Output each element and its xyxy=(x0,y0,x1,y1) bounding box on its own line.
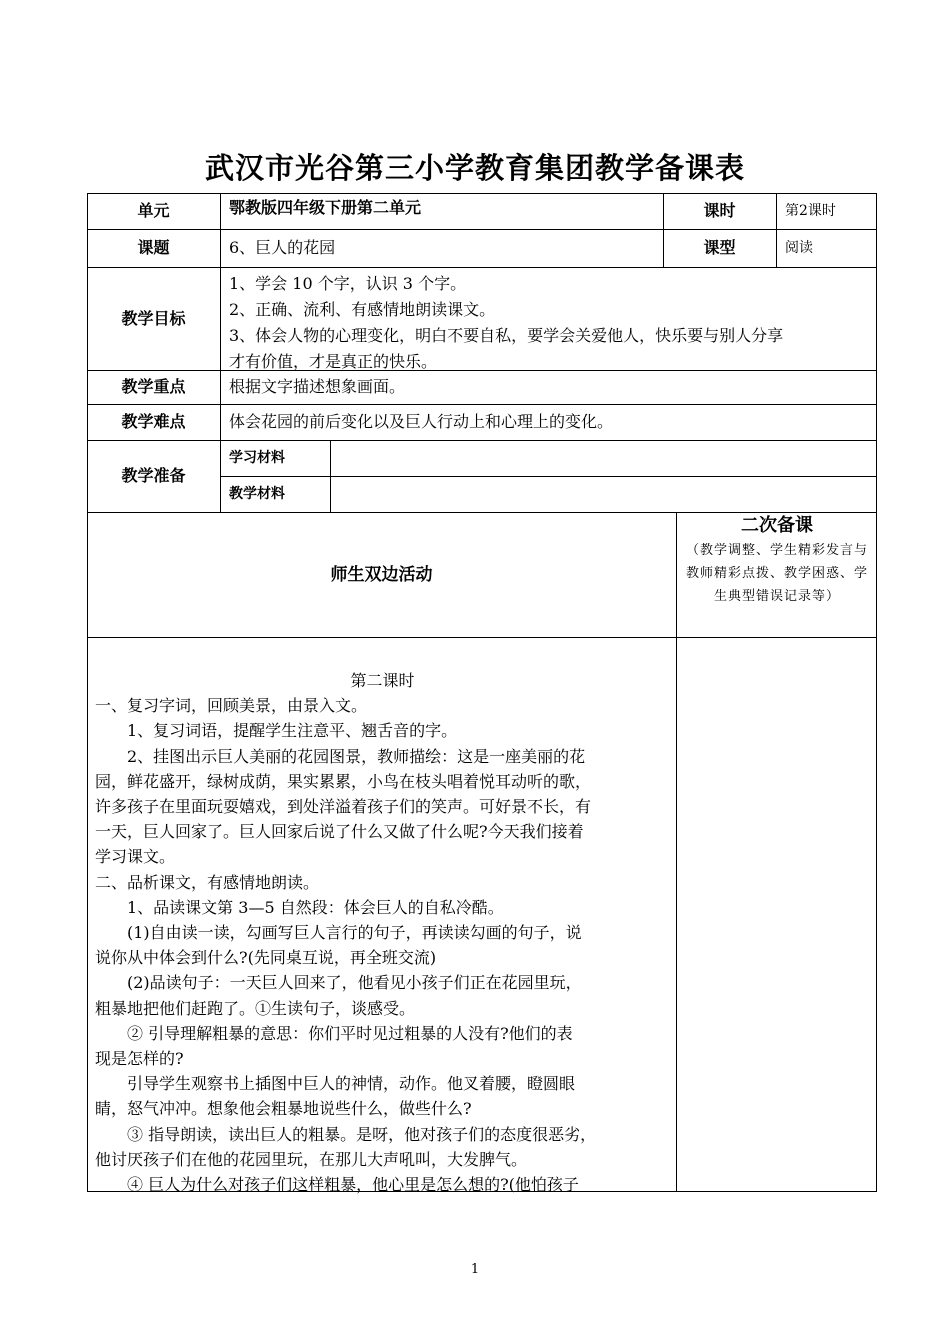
lesson-heading: 第二课时 xyxy=(350,671,415,690)
topic-value: 6、巨人的花园 xyxy=(229,238,336,257)
lesson-line: 粗暴地把他们赶跑了。①生读句子，谈感受。 xyxy=(95,998,416,1018)
unit-value: 鄂教版四年级下册第二单元 xyxy=(229,198,422,217)
lesson-line: 一天，巨人回家了。巨人回家后说了什么又做了什么呢?今天我们接着 xyxy=(95,822,584,842)
goals-label: 教学目标 xyxy=(121,308,186,328)
goals-list xyxy=(220,267,877,370)
lesson-line: 睛，怒气冲冲。想象他会粗暴地说些什么，做些什么? xyxy=(95,1099,472,1119)
second-prep-title: 二次备课 xyxy=(741,515,813,536)
lesson-line: 说你从中体会到什么?(先同桌互说，再全班交流) xyxy=(95,948,437,968)
lesson-line: (1)自由读一读，勾画写巨人言行的句子，再读读勾画的句子，说 xyxy=(127,923,582,943)
lesson-body xyxy=(95,668,670,1197)
period-label: 课时 xyxy=(703,201,736,220)
lesson-line: 二、品析课文，有感情地朗读。 xyxy=(95,872,320,892)
lesson-line: 园，鲜花盛开，绿树成荫，果实累累，小鸟在枝头唱着悦耳动听的歌， xyxy=(95,771,592,791)
difficulty-label: 教学难点 xyxy=(121,412,186,431)
lesson-line: 一、复习字词，回顾美景，由景入文。 xyxy=(95,696,368,716)
lesson-line: 许多孩子在里面玩耍嬉戏，到处洋溢着孩子们的笑声。可好景不长，有 xyxy=(95,797,592,817)
unit-label: 单元 xyxy=(137,201,170,220)
lesson-line: 1、复习词语，提醒学生注意平、翘舌音的字。 xyxy=(127,721,458,741)
lesson-line: 他讨厌孩子们在他的花园里玩，在那儿大声吼叫，大发脾气。 xyxy=(95,1149,528,1169)
type-value: 阅读 xyxy=(785,240,813,256)
second-prep-header xyxy=(677,513,877,608)
lesson-line: 引导学生观察书上插图中巨人的神情，动作。他叉着腰，瞪圆眼 xyxy=(127,1074,576,1094)
lesson-line: ④ 巨人为什么对孩子们这样粗暴，他心里是怎么想的?(他怕孩子 xyxy=(127,1175,579,1195)
goal-item: 2、正确、流利、有感情地朗读课文。 xyxy=(229,300,496,319)
prep-teach-label: 教学材料 xyxy=(229,486,285,502)
prep-study-label: 学习材料 xyxy=(229,450,285,466)
topic-label: 课题 xyxy=(137,238,170,257)
lesson-line: 1、品读课文第 3—5 自然段：体会巨人的自私冷酷。 xyxy=(127,897,504,917)
lesson-line: (2)品读句子：一天巨人回来了，他看见小孩子们正在花园里玩， xyxy=(127,973,582,993)
type-label: 课型 xyxy=(703,238,736,257)
activity-label: 师生双边活动 xyxy=(330,564,433,585)
difficulty-value: 体会花园的前后变化以及巨人行动上和心理上的变化。 xyxy=(229,412,614,431)
lesson-line: 现是怎样的? xyxy=(95,1049,184,1069)
lesson-line: 2、挂图出示巨人美丽的花园图景，教师描绘：这是一座美丽的花 xyxy=(127,746,586,766)
lesson-line: ③ 指导朗读，读出巨人的粗暴。是呀，他对孩子们的态度很恶劣， xyxy=(127,1124,597,1144)
second-prep-note: （教学调整、学生精彩发言与教师精彩点拨、教学困惑、学生典型错误记录等） xyxy=(685,543,868,604)
goal-item: 才有价值，才是真正的快乐。 xyxy=(229,352,438,371)
lesson-line: 学习课文。 xyxy=(95,847,176,867)
page-title: 武汉市光谷第三小学教育集团教学备课表 xyxy=(204,151,745,185)
prep-label: 教学准备 xyxy=(121,466,186,485)
key-value: 根据文字描述想象画面。 xyxy=(229,377,406,396)
lesson-line: ② 引导理解粗暴的意思：你们平时见过粗暴的人没有?他们的表 xyxy=(127,1023,573,1043)
goal-item: 3、体会人物的心理变化，明白不要自私，要学会关爱他人，快乐要与别人分享 xyxy=(229,326,784,345)
goal-item: 1、学会 10 个字，认识 3 个字。 xyxy=(229,274,467,293)
page-number: 1 xyxy=(470,1262,480,1277)
key-label: 教学重点 xyxy=(121,377,186,396)
period-value: 第2课时 xyxy=(785,203,836,219)
